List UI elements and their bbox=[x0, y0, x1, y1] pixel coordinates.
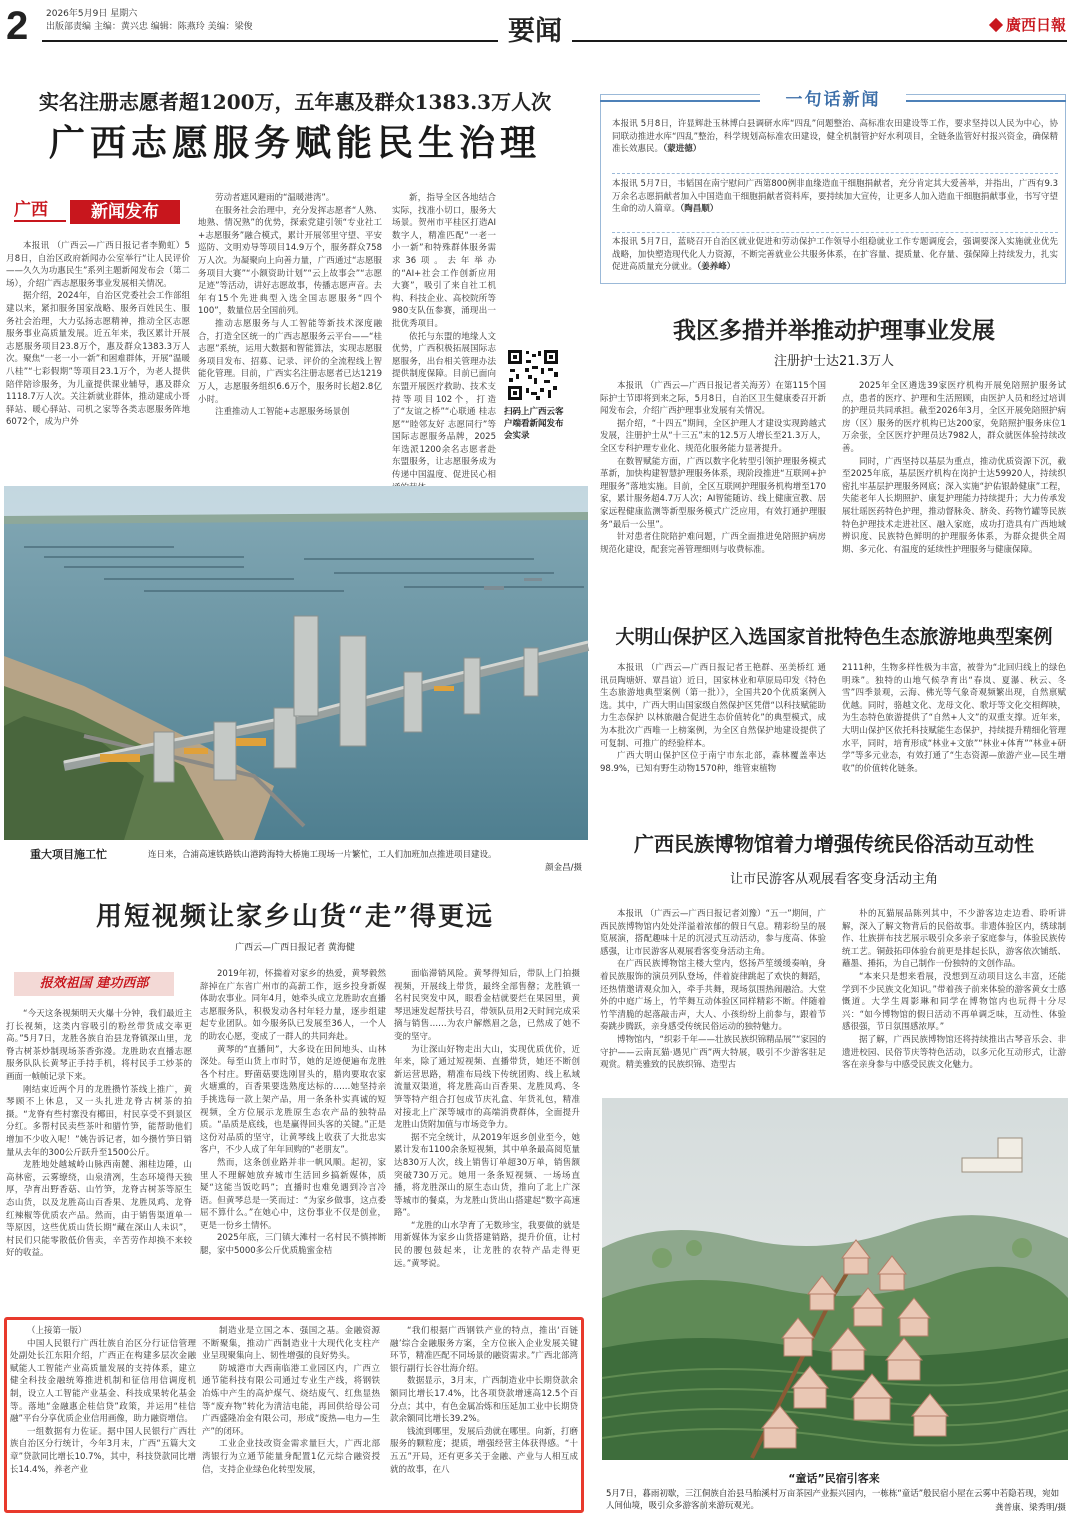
video-story-title: 用短视频让家乡山货“走”得更远 bbox=[96, 902, 494, 932]
bridge-construction-photo bbox=[4, 486, 588, 840]
homestay-photo-caption: 5月7日，暮雨初歇，三江侗族自治县马胎溪村万亩茶园产业振兴园内，一栋栋“童话”般民宿小屋在云雾中若隐若现，宛如人间仙境，吸引众多游客前来游玩观光。 bbox=[606, 1489, 1060, 1511]
video-story-byline: 广西云—广西日报记者 黄海健 bbox=[235, 943, 355, 953]
brief-item-3 bbox=[612, 236, 1058, 276]
museum-subtitle: 让市民游客从观展看客变身活动主角 bbox=[729, 872, 938, 887]
video-story-col-1: “今天这条视频明天火爆十分钟，我们最近主打长视频，这类内容吸引的粉丝带货成交率更高。”5月7日，龙胜各族自治县龙脊镇深山里，龙脊古树茶炒制现场茶香弥漫。龙胜助农直播志愿服务队队长黄琴正手持手机，将村民手工炒茶的画面一帧帧记录下来。 刚结束近两个月的龙胜攒竹茶线上推广，黄琴顾不上休息，又一头扎进龙脊古树茶的拍摄。“龙脊有些村寨没有椰田，村民享受不到景区分红。多帮村民卖些茶叶和腊竹笋，能帮助他们增加不少收入呢！”姚告诉记者，如今攒竹笋日销量从去年的300公斤跃升至1500公斤。 龙胜地处越城岭山脉西南麓、湘桂边陲，山高林密，云雾缭绕，山泉清冽，生态环境得天独厚，孕育出野香菇、山竹笋，龙脊古树茶等原生态山货，以及龙胜高山百香果、龙胜凤鸡、龙脊红辣椒等优质农产品。然而，由于销售渠道单一等原因，这些优质山货长期“藏在深山人未识”，村民们只能零散低价售卖，辛苦劳作却换不来较好的收益。 bbox=[6, 1009, 192, 1259]
lead-title: 广西志愿服务赋能民生治理 bbox=[48, 123, 541, 164]
header-editors: 出版部责编 主编：黄兴忠 编辑：陈燕玲 美编：梁俊 bbox=[46, 22, 253, 32]
masthead-logo bbox=[991, 14, 1066, 35]
museum-col-1: 本报讯 （广西云—广西日报记者刘豫）“五一”期间，广西民族博物馆内处处洋溢着浓郁的假日气息。精彩纷呈的展览展演，搭配趣味十足的沉浸式互动活动，参与度高、体验感强，让市民游客从观展看客变身活动主角。 在广西民族博物馆主楼大堂内，悠扬芦笙缓缓奏响，身着民族服饰的演员列队登场，伴着旋律跳起了欢快的舞蹈，还热情邀请观众加入，牵手共舞，现场氛围热闹融洽。大堂外的中庭广场上，竹竿舞互动体验区同样精彩不断。伴随着竹竿清脆的起落敲击声，大人、小孩纷纷上前参与，跟着节奏跳步腾跃，亲身感受传统民俗运动的独特魅力。 博物馆内，“织彩千年——壮族民族织锦精品展”“家园的守护——云南瓦猫·遇见广西”两大特展，吸引不少游客驻足观赏。精美雅致的民族织锦、造型古 bbox=[600, 909, 826, 1071]
header-date: 2026年5月9日 星期六 bbox=[46, 9, 138, 19]
nursing-title: 我区多措并举推动护理事业发展 bbox=[673, 317, 995, 344]
badge-news-release: 新闻发布 bbox=[70, 200, 180, 224]
brief-item-2-author: （陶昌顺） bbox=[680, 204, 719, 215]
brief-item-3-text: 本报讯 5月7日，蓝晓召开自治区就业促进和劳动保护工作领导小组稳就业工作专题调度会，强调要深入实施就业优先战略，加快塑造现代化人力资源，不断完善就业公共服务体系，在扩容量、提质量、化存量、强保障上持续发力，扎实促进高质量充分就业。 bbox=[612, 237, 1058, 273]
daming-title: 大明山保护区入选国家首批特色生态旅游地典型案例 bbox=[615, 626, 1053, 648]
museum-title: 广西民族博物馆着力增强传统民俗活动互动性 bbox=[634, 832, 1034, 856]
nursing-col-2: 2025年全区遴选39家医疗机构开展免陪照护服务试点，患者的医疗、护理和生活照顾，由医护人员和经过培训的护理员共同承担。截至2026年3月，全区开展免陪照护病房（区）服务的医疗机构已达200家，免陪照护服务床位1万余张，全区医疗护理员达7982人，群众就医体验持续改善。 同时，广西坚持以基层为重点，推动优质资源下沉，截至2025年底，基层医疗机构在岗护士达59920人，持续织密扎牢基层护理服务网底；深入实施“护佑银龄健康”工程，失能老年人长期照护、康复护理能力持续提升；大力传承发展壮瑶医药特色护理，推动督脉灸、脐灸、药物竹罐等民族特色护理技术走进社区、融入家庭，成功打造具有广西地域辨识度、民族特色鲜明的护理服务体系，为群众提供全周期、多元化、有温度的延续性护理服务与健康保障。 bbox=[842, 381, 1066, 555]
jump-col-1: （上接第一版） 中国人民银行广西壮族自治区分行证信管理处副处长江东阳介绍，广西正在构建多层次金融赋能人工智能产业高质量发展的支持体系，建立健全科技金融统筹推进机制和征信用信调度机制，设立人工智能产业基金、科技成果转化基金等。落地“金融惠企桂信贷”政策，并运用“桂信融”平台分享优质企业信用画像，助力融资增信。 一组数据有力佐证。据中国人民银行广西壮族自治区分行统计，今年3月末，广西“五篇大文章”贷款同比增长10.7%，其中，科技贷款同比增长14.4%，养老产业 bbox=[10, 1326, 196, 1475]
bridge-photo-label: 重大项目施工忙 bbox=[30, 848, 107, 861]
page-number: 2 bbox=[6, 4, 29, 48]
section-title: 要闻 bbox=[498, 12, 572, 52]
news-release-badge bbox=[14, 200, 180, 224]
brief-item-2-text: 本报讯 5月7日，韦韬国在南宁慰问广西第800例非血缘造血干细胞捐献者，充分肯定其大爱善举，并指出，广西有9.3万余名志愿捐献者加入中国造血干细胞捐献者资料库，要持续加大宣传，让更多人加入造血干细胞捐献事业，书写守望生命的动人篇章。 bbox=[612, 179, 1058, 215]
jump-col-2: 制造业是立国之本、强国之基。金融资源不断聚集，推动广西制造业十大现代化支柱产业呈现聚集向上、韧性增强的良好势头。 防城港市大西南临港工业园区内，广西立通节能科技有限公司通过专业生产线，将钢铁冶炼中产生的高炉煤气、烧结废气、红焦显热等“废弃物”转化为清洁电能，再回供给母公司广西盛隆冶金有限公司，形成“废热—电力—生产”的闭环。 工业企业技改资金需求量巨大，广西北部湾银行为立通节能量身配置1亿元综合融资授信，支持企业绿色化转型发展， bbox=[202, 1326, 380, 1475]
badge-guangxi: 广西 bbox=[14, 200, 66, 222]
brief-item-1-author: （蒙进德） bbox=[663, 144, 702, 155]
brief-item-1-text: 本报讯 5月8日，许显辉赴玉林博白县调研水库“四乱”问题整治、高标准农田建设等工作，要求坚持以人民为中心，协同联动推进水库“四乱”整治，科学规划高标准农田建设，健全机制管护好水利项目，全链条监管好村报兴资金，确保精准长效惠民。 bbox=[612, 119, 1058, 155]
lead-col-2: 劳动者遮风避雨的“温暖港湾”。 在服务社会治理中，充分发挥志愿者“人熟、地熟、情况熟”的优势，探索党建引领“专业社工+志愿服务”融合模式，累计开展邻里守望、平安巡防、文明劝导等项目14.9万个，服务群众758万人次。为凝聚向上向善力量，广西通过“志愿服务项目大赛”“小额资助计划”“云上故事会”“志愿足迹”等活动，讲好志愿故事，传播志愿声音。去年有15个先进典型入选全国志愿服务“四个100”，数量位居全国前列。 推动志愿服务与人工智能等新技术深度融合，打造全区统一的广西志愿服务云平台——“桂志愿”系统，运用大数据和智能算法，实现志愿服务项目发布、招募、记录、评价的全流程线上智能化管理。目前，广西实名注册志愿者已达1219万人，志愿服务组织6.6万个，服务时长超2.8亿小时。 注重推动人工智能+志愿服务场景创 bbox=[198, 193, 382, 418]
logo-mark-icon bbox=[989, 18, 1003, 32]
logo-text: 廣西日報 bbox=[1005, 16, 1066, 34]
bridge-photo-caption: 连日来，合浦高速铁路铁山港跨海特大桥施工现场一片繁忙，工人们加班加点推进项目建设。 bbox=[148, 850, 497, 860]
brief-item-1 bbox=[612, 118, 1058, 170]
homestay-photo-credit: 龚普康、梁秀明/摄 bbox=[995, 1503, 1066, 1513]
brief-item-3-author: （姜养峰） bbox=[697, 262, 736, 273]
daming-col-1: 本报讯 （广西云—广西日报记者王艳群、巫美桥红 通讯员陶塘妍、覃昌谊）近日，国家林业和草原局印发《特色生态旅游地典型案例（第一批）》，全国共20个优质案例入选。其中，广西大明山国家级自然保护区凭借“以科技赋能助力生态保护 以林旅融合促进生态价值转化”的典型模式，成为本批次广西唯一上榜案例，为全区自然保护地建设提供了可复制、可推广的经验样本。 广西大明山保护区位于南宁市东北部，森林覆盖率达98.9%，已知有野生动物1570种，维管束植物 bbox=[600, 663, 826, 774]
museum-col-2: 朴的瓦猫展品陈列其中，不少游客边走边看、聆听讲解，深入了解文物背后的民俗故事。非遗体验区内，绣球制作、壮族拼布技艺展示吸引众多亲子家庭参与，体验民族传统工艺。铜鼓拓印体验台前更是排起长队，游客依次铺纸、蘸墨、捶拓，为自己制作一份独特的文创作品。 “本来只是想来看展，没想到互动项目这么丰富，还能学到不少民族文化知识。”带着孩子前来体验的游客黄女士感慨道。大学生周影琳和同学在博物馆内也玩得十分尽兴：“如今博物馆的假日活动不再单调乏味，互动性、体验感很强，节日氛围感浓厚。” 据了解，广西民族博物馆还将持续推出古琴音乐会、非遗进校园、民俗节庆等特色活动，以多元化互动形式，让游客在亲身参与中感受民族文化魅力。 bbox=[842, 909, 1066, 1071]
nursing-col-1: 本报讯 （广西云—广西日报记者关海芳）在第115个国际护士节即将到来之际，5月8日，自治区卫生健康委召开新闻发布会，介绍广西护理事业发展有关情况。 据介绍，“十四五”期间，全区护理人才建设实现跨越式发展，注册护士从“十三五”末的12.5万人增长至21.3万人，全区专科护理专业化、规范化服务能力显著提升。 在数智赋能方面，广西以数字化转型引领护理服务模式革新，加快构建智慧护理服务体系，现阶段推进“互联网+护理服务”落地实施。目前，全区互联网护理服务机构增至170家，累计服务超4.7万人次；AI智能随访、线上健康宣教、居家远程健康监测等新型服务模式广泛应用，有效打通护理服务“最后一公里”。 针对患者住院陪护难问题，广西全面推进免陪照护病房规范化建设，配套完善管理细则与收费标准。 bbox=[600, 381, 826, 555]
video-story-col-2: 2019年初，怀揣着对家乡的热爱，黄琴毅然辞掉在广东省广州市的高薪工作，返乡投身新媒体助农事业。同年4月，她牵头成立龙胜助农直播志愿服务队，积极发动各村年轻力量，逐步组建起专业团队。如今服务队已发展至36人，一个人的助农心愿，变成了一群人的共同奔赴。 黄琴的“直播间”，大多设在田间地头、山林深处。每至山货上市时节，她的足迹便遍布龙胜各个村庄。野菌菇要选刚冒头的，腊肉要取农家火塘熏的，百香果要选熟度达标的……她坚持亲手挑选每一款上架产品，用一条条朴实真诚的短视频，全方位展示龙胜原生态农产品的独特品质。“品质是底线，也是赢得回头客的关键。”正是这份对品质的坚守，让黄琴线上收获了大批忠实客户，不少人成了年年回购的“老朋友”。 然而，这条创业路并非一帆风顺。起初，家里人不理解她放弃城市生活回乡搞新媒体，质疑“这能当饭吃吗”；直播时也难免遇到冷言冷语。但黄琴总是一笑而过：“为家乡做事，这点委屈不算什么。”在她心中，这份事业不仅是创业，更是一份乡土情怀。 2025年底，三门镇大滩村一名村民不慎摔断腿，家中5000多公斤优质脆蜜金桔 bbox=[200, 969, 386, 1257]
daming-col-2: 2111种，生物多样性极为丰富，被誉为“北回归线上的绿色明珠”。独特的山地气候孕育出“春岚、夏瀑、秋云、冬雪”四季景观，云海、佛光等气象奇观频繁出现，自然禀赋优越。同时，骆越文化、龙母文化、歌圩等文化交相辉映，为生态特色旅游提供了“自然+人文”的双重支撑。近年来，大明山保护区依托科技赋能生态保护，持续提升精细化管理水平，同时，培育形成“林业+文旅”“林业+体育”“林业+研学”等多元业态，有效打通了“生态资源—旅游产业—民生增收”的价值转化链条。 bbox=[842, 663, 1066, 774]
brief-title: 一句话新闻 bbox=[760, 88, 906, 112]
column-badge: 报效祖国 建功西部 bbox=[14, 972, 174, 996]
brief-item-2 bbox=[612, 178, 1058, 230]
video-story-col-3: 面临滞销风险。黄琴得知后，带队上门拍摄视频，开展线上带货，最终全部售罄；龙胜镇一名村民突发中风，眼看金桔就要烂在果园里，黄琴迅速发起帮扶号召，带领队员用2天时间完成采摘与销售……为农户解燃眉之急，已然成了她不变的坚守。 为让深山好物走出大山，实现优质优价，近年来，除了通过短视频、直播带货，她还不断创新运营思路，精准布局线下传统团购、线上私域流量双渠道，将龙胜高山百香果、龙胜凤鸡、冬笋等特产组合打包成节庆礼盒、年货礼包，精准对接北上广深等城市的高端消费群体，全面提升龙胜山货附加值与市场竞争力。 据不完全统计，从2019年返乡创业至今，她累计发布1100余条短视频，其中单条最高阅览量达830万人次，线上销售订单超30万单，销售额突破730万元。她用一条条短视频、一场场直播，将龙胜深山的原生态山货，推向了北上广深等城市的餐桌，为龙胜山货出山搭建起“数字高速路”。 “龙胜的山水孕育了无数珍宝，我要做的就是用新媒体为家乡山货搭建销路，提升价值，让村民的腰包鼓起来，让龙胜的农特产品走得更远。”黄琴说。 bbox=[394, 969, 580, 1269]
jump-col-3: “我们根据广西钢铁产业的特点，推出‘百链融’综合金融服务方案，全方位嵌入企业发展关键环节，精准匹配不同场景的融资需求。”广西北部湾银行副行长谷壮海介绍。 数据显示，3月末，广西制造业中长期贷款余额同比增长17.4%，比各项贷款增速高12.5个百分点；其中，有色金属冶炼和压延加工业中长期贷款余额同比增长39.2%。 钱流到哪里，发展后劲就在哪里。向新，打磨服务的颗粒度；提质，增强经营主体获得感。“十五五”开局，还有更多关于金融、产业与人相互成就的故事，在八 bbox=[390, 1326, 578, 1475]
brief-divider bbox=[612, 232, 1058, 233]
lead-col-3: 新，指导全区各地结合实际，找准小切口，服务大场景。贺州市平桂区打造AI数字人，精准匹配“一老一小一新”和特殊群体服务需求36项。去年举办的“AI+社会工作创新应用大赛”，吸引了来自社工机构、科技企业、高校院所等980支队伍参赛，涌现出一批优秀项目。 依托与东盟的地缘人文优势，广西积极拓展国际志愿服务，出台相关管理办法提供制度保障。目前已面向东盟开展医疗救助、技术支持等项目102个，打造了“友谊之桥”“心联通 桂志愿”“睦邻友好 志愿同行”等国际志愿服务品牌，2025年选派1200余名志愿者赴东盟服务，让志愿服务成为传递中国温度、促进民心相 bbox=[392, 193, 496, 481]
brief-divider bbox=[612, 173, 1058, 174]
homestay-photo-label: “童话”民宿引客来 bbox=[788, 1472, 880, 1485]
nursing-subtitle: 注册护士达21.3万人 bbox=[774, 354, 894, 369]
fairy-tale-homestay-photo bbox=[602, 1098, 1068, 1460]
qr-caption: 扫码上广西云客户端看新闻发布会实录 bbox=[504, 407, 564, 441]
bridge-photo-credit: 颜金昌/摄 bbox=[545, 863, 582, 873]
lead-col-1: 本报讯 （广西云—广西日报记者李勤虹）5月8日，自治区政府新闻办公室举行“让人民评价——久久为功惠民生”系列主题新闻发布会（第二场），介绍广西志愿服务事业发展相关情况。 据介绍，2024年，自治区党委社会工作部组建以来，紧扣服务国家战略、服务百姓民生、服务社会治理，大力弘扬志愿精神，推动全区志愿服务事业高质量发展。近五年来，我区累计开展志愿服务项目23.8万个，惠及群众1383.3万人次。聚焦“一老一小一新”和困难群体，开展“温暖八桂”“七彩假期”等项目23.1万个，为老人提供陪伴陪诊服务，为儿童提供课业辅导，惠及群众1118.7万人次。关注新就业群体，推动建成小哥驿站、暖心驿站、司机之家等各类志愿服务阵地6072个，成为户外 bbox=[6, 241, 190, 428]
qr-code[interactable] bbox=[506, 348, 560, 402]
lead-subtitle: 实名注册志愿者超1200万，五年惠及群众1383.3万人次 bbox=[38, 90, 552, 114]
